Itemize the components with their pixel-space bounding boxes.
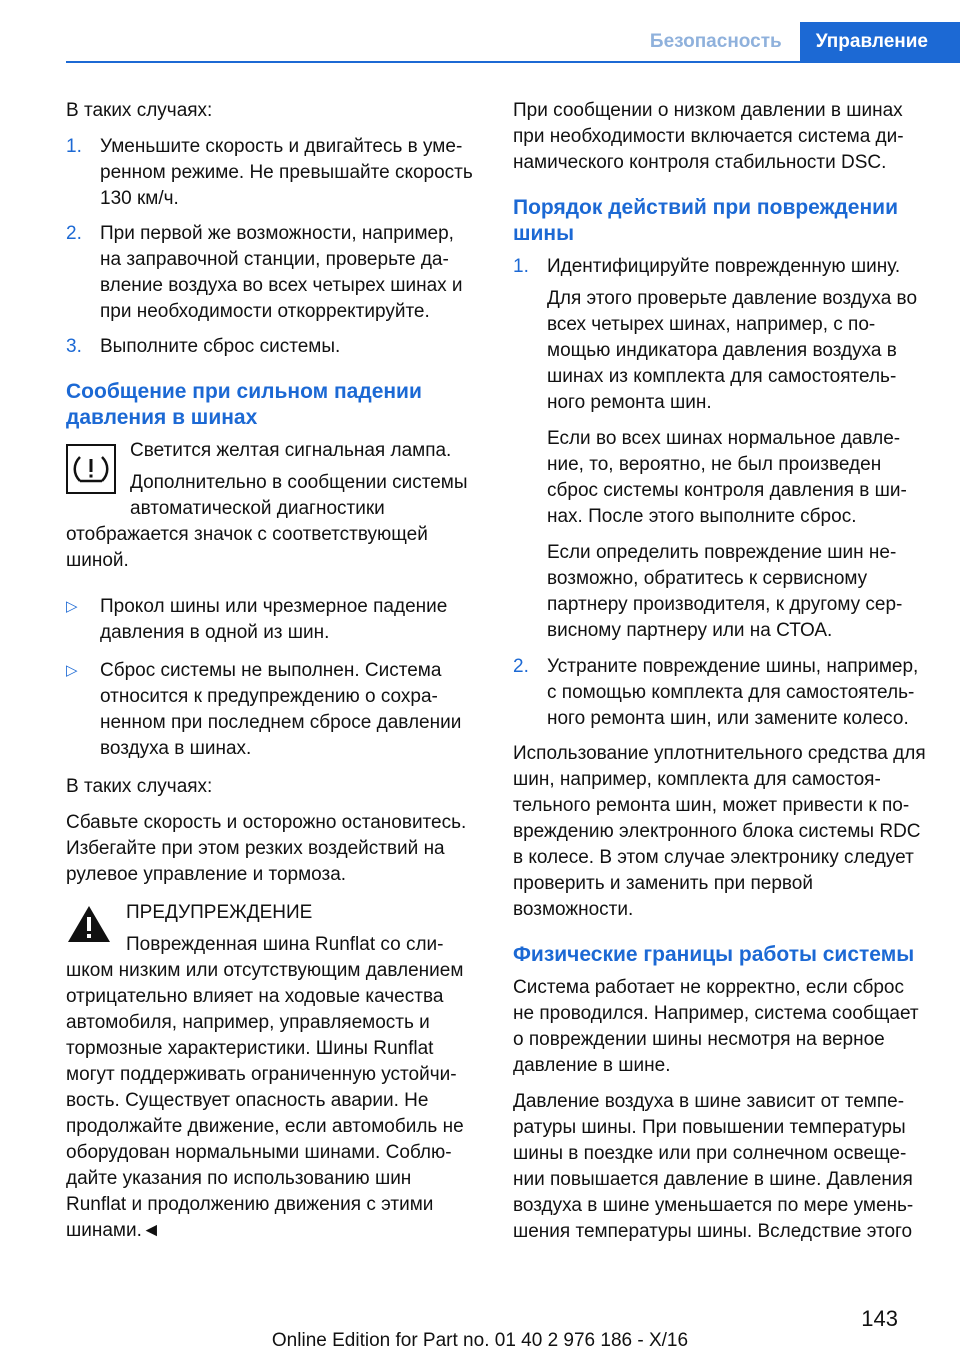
list-item [66, 134, 476, 212]
list-number: 2. [66, 223, 82, 244]
page-number: 143 [861, 1306, 898, 1331]
list-item [513, 654, 928, 732]
bullet-text: Прокол шины или чрезмерное падение давления в одной из шин. [100, 596, 448, 643]
step-paragraph: Если определить повреждение шин невозможно, обратитесь к сервисному партнеру производителя, к другому сервисному партнеру или на СТОА. [547, 542, 903, 641]
intro-text: При сообщении о низком давлении в шинах при необходимости включается система динамического контроля стабильности DSC. [513, 100, 904, 173]
list-text: Идентифицируйте поврежденную шину. [547, 256, 901, 277]
lamp-block [66, 438, 476, 574]
bullet-item [66, 594, 476, 646]
lamp-text: Светится желтая сигнальная лампа. [130, 440, 452, 461]
bullet-item [66, 658, 476, 762]
limits-text: Система работает не корректно, если сброс не проводился. Например, система сообщает о повреждении шины несмотря на верное давление в шине. [513, 977, 919, 1076]
advice-text: Сбавьте скорость и осторожно остановитесь. Избегайте при этом резких воздействий на рулевое управление и тормоза. [66, 812, 467, 885]
list-item [66, 221, 476, 325]
section-heading: Физические границы работы системы [513, 943, 915, 966]
section-heading: Сообщение при сильном падении давления в шинах [66, 380, 422, 429]
list-number: 3. [66, 336, 82, 357]
warning-block [66, 900, 476, 1244]
header-tabs [632, 22, 960, 62]
warning-text: Поврежденная шина Runflat со слишком низким или отсутствующим давлением отрицательно влияет на ходовые качества автомобиля, например, управляемость и тормозные характеристики. Шины Runflat могут поддерживать ограниченную устойчивость. Существует опасность аварии. Не продолжайте движение, если автомобиль не оборудован нормальными шинами. Соблюдайте указания по использованию шин Runflat и продолжению движения с этими шинами.◄ [66, 934, 464, 1241]
left-column [66, 98, 476, 1254]
list-number: 1. [513, 256, 529, 277]
list-text: Выполните сброс системы. [100, 336, 341, 357]
limits-text: Давление воздуха в шине зависит от температуры шины. При повышении температуры шины в поездке или при солнечном освещении повышается давление в шине. Давления воздуха в шине уменьшается по мере уменьшения температуры шины. Вследствие этого [513, 1091, 914, 1242]
triangle-right-icon: ▷ [66, 662, 78, 679]
warning-title: ПРЕДУПРЕЖДЕНИЕ [126, 902, 313, 923]
list-text: При первой же возможности, например, на заправочной станции, проверьте давление воздуха во всех четырех шинах и при необходимости откорректируйте. [100, 223, 463, 322]
step-paragraph: Для этого проверьте давление воздуха во всех четырех шинах, например, с помощью индикатора давления воздуха в шинах из комплекта для самостоятельного ремонта шин. [547, 288, 918, 413]
sealant-text: Использование уплотнительного средства для шин, например, комплекта для самостоятельного ремонта шин, может привести к повреждению электронного блока системы RDC в колесе. В этом случае электронику следует проверить и заменить при первой возможности. [513, 743, 926, 920]
edition-footer: Online Edition for Part no. 01 40 2 976 186 - X/16 [271, 1330, 689, 1351]
cases-intro-2: В таких случаях: [66, 776, 213, 797]
list-item [66, 334, 476, 360]
list-number: 1. [66, 136, 82, 157]
header-rule [66, 61, 960, 63]
step-paragraph: Если во всех шинах нормальное давление, то, вероятно, не был произведен сброс системы контроля давления в шинах. После этого выполните сброс. [547, 428, 907, 527]
tire-pressure-warning-icon [66, 444, 116, 494]
tab-controls[interactable]: Управление [800, 22, 960, 62]
tab-safety[interactable]: Безопасность [632, 22, 800, 62]
triangle-right-icon: ▷ [66, 598, 78, 615]
warning-triangle-icon [66, 904, 112, 944]
cases-intro: В таких случаях: [66, 100, 213, 121]
list-text: Устраните повреждение шины, например, с помощью комплекта для самостоятельного ремонта шин, или замените колесо. [547, 656, 919, 729]
section-heading: Порядок действий при повреждении шины [513, 196, 898, 245]
lamp-text-2: Дополнительно в сообщении системы автоматической диагностики отображается значок с соответствующей шиной. [66, 472, 468, 571]
list-item [513, 254, 928, 280]
list-text: Уменьшите скорость и двигайтесь в умеренном режиме. Не превышайте скорость 130 км/ч. [100, 136, 473, 209]
bullet-text: Сброс системы не выполнен. Система относится к предупреждению о сохраненном при последнем сбросе давлении воздуха в шинах. [100, 660, 462, 759]
right-column [513, 98, 928, 1255]
list-number: 2. [513, 656, 529, 677]
